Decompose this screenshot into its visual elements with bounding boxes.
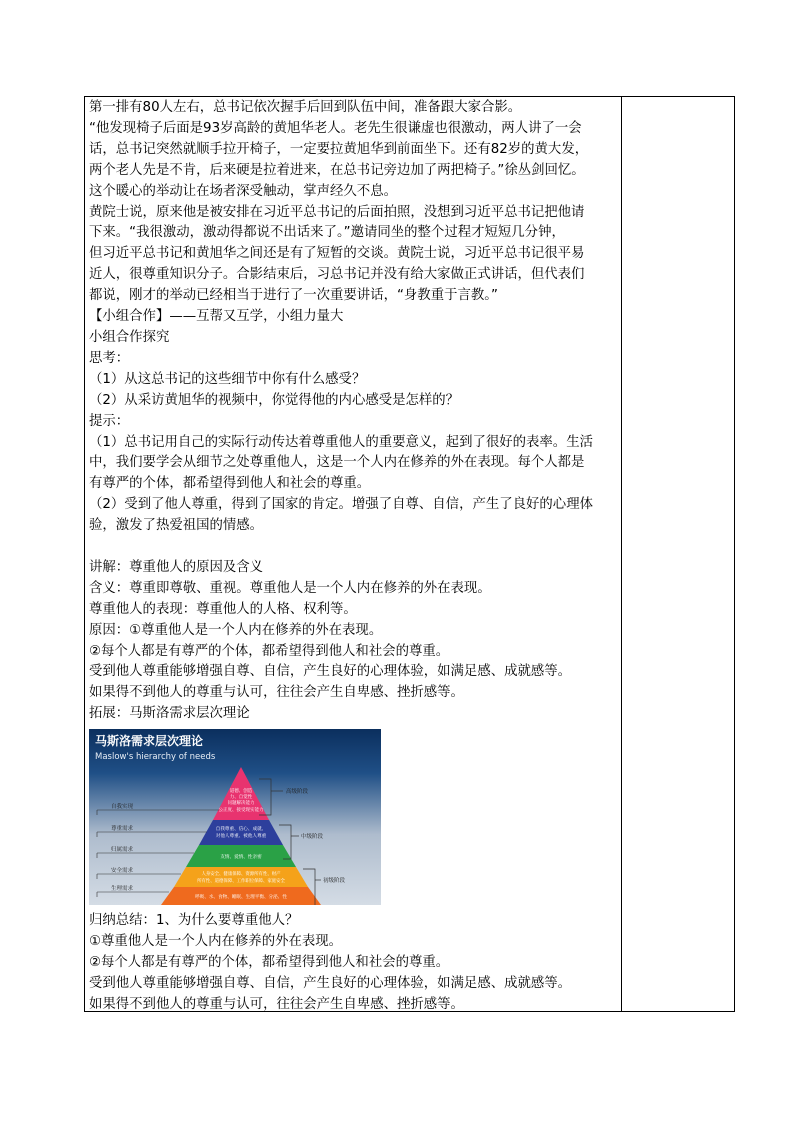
figure-subtitle: Maslow's hierarchy of needs bbox=[95, 752, 216, 763]
text-line: 提示： bbox=[89, 413, 130, 429]
text-line: 受到他人尊重能够增强自尊、自信，产生良好的心理体验，如满足感、成就感等。 bbox=[89, 664, 572, 680]
answer-line: 有尊严的个体，都希望得到他人和社会的尊重。 bbox=[89, 476, 371, 492]
text-line: 小组合作探究 bbox=[89, 329, 170, 345]
text-line: 思考： bbox=[89, 350, 130, 366]
answer-line: （2）受到了他人尊重，得到了国家的肯定。增强了自尊、自信，产生了良好的心理体 bbox=[89, 497, 593, 513]
level-label: 安全需求 bbox=[111, 868, 134, 875]
level-text: 问题解决能力 bbox=[227, 801, 255, 807]
blank-line bbox=[89, 537, 619, 558]
pyramid-level-safety bbox=[174, 867, 308, 887]
text-line: “他发现椅子后面是93岁高龄的黄旭华老人。老先生很谦虚也很激动，两人讲了一会 bbox=[89, 120, 582, 136]
stage-label-high: 高级阶段 bbox=[286, 789, 309, 796]
answer-line: 中，我们要学会从细节之处尊重他人，这是一个人内在修养的外在表现。每个人都是 bbox=[89, 455, 585, 471]
text-line: 如果得不到他人的尊重与认可，往往会产生自卑感、挫折感等。 bbox=[89, 996, 464, 1012]
text-line: 拓展：马斯洛需求层次理论 bbox=[89, 706, 250, 722]
text-line: 两个老人先是不肯，后来硬是拉着进来，在总书记旁边加了两把椅子。”徐丛剑回忆。 bbox=[89, 162, 585, 178]
text-line: ②每个人都是有尊严的个体，都希望得到他人和社会的尊重。 bbox=[89, 643, 450, 659]
stage-label-mid: 中级阶段 bbox=[301, 834, 324, 841]
answer-line: （1）总书记用自己的实际行动传达着尊重他人的重要意义，起到了很好的表率。生活 bbox=[89, 434, 593, 450]
text-line: 原因：①尊重他人是一个人内在修养的外在表现。 bbox=[89, 622, 383, 638]
text-line: 含义：尊重即尊敬、重视。尊重他人是一个人内在修养的外在表现。 bbox=[89, 580, 491, 596]
text-line: ①尊重他人是一个人内在修养的外在表现。 bbox=[89, 934, 343, 950]
pyramid-level-esteem bbox=[199, 820, 283, 845]
text-line: 受到他人尊重能够增强自尊、自信，产生良好的心理体验，如满足感、成就感等。 bbox=[89, 975, 572, 991]
level-label: 生理需求 bbox=[111, 886, 134, 893]
text-line: 黄院士说，原来他是被安排在习近平总书记的后面拍照，没想到习近平总书记把他请 bbox=[89, 204, 585, 220]
level-text: 所有性、道德保障、工作职位保障、家庭安全 bbox=[197, 879, 285, 885]
stage-label-low: 初级阶段 bbox=[323, 878, 346, 885]
level-text: 友情、爱情、性亲密 bbox=[220, 855, 262, 861]
text-line: ②每个人都是有尊严的个体，都希望得到他人和社会的尊重。 bbox=[89, 954, 450, 970]
text-line: 这个暖心的举动让在场者深受触动，掌声经久不息。 bbox=[89, 183, 397, 199]
table-column-divider bbox=[621, 96, 622, 1012]
answer-line: 验，激发了热爱祖国的情感。 bbox=[89, 518, 264, 534]
level-text: 对他人尊重、被他人尊重 bbox=[215, 834, 267, 840]
level-label: 自我实现 bbox=[111, 804, 134, 811]
level-text: 自我尊重、信心、成就、 bbox=[215, 827, 267, 833]
text-line: 尊重他人的表现：尊重他人的人格、权利等。 bbox=[89, 601, 357, 617]
level-text: 公正度、接受现实能力 bbox=[218, 808, 264, 814]
section-heading: 归纳总结：1、为什么要尊重他人？ bbox=[89, 913, 299, 929]
maslow-pyramid-figure bbox=[89, 729, 381, 905]
text-line: 但习近平总书记和黄旭华之间还是有了短暂的交谈。黄院士说，习近平总书记很平易 bbox=[89, 246, 585, 262]
level-label: 尊重需求 bbox=[111, 826, 134, 833]
section-heading: 【小组合作】——互帮又互学，小组力量大 bbox=[89, 309, 344, 325]
level-text: 力、自觉性 bbox=[229, 795, 253, 801]
text-line: 话，总书记突然就顺手拉开椅子，一定要拉黄旭华到前面坐下。还有82岁的黄大发， bbox=[89, 141, 589, 157]
text-line: 都说，刚才的举动已经相当于进行了一次重要讲话，“身教重于言教。” bbox=[89, 288, 498, 304]
text-line: 下来。“我很激动，激动得都说不出话来了。”邀请同坐的整个过程才短短几分钟， bbox=[89, 225, 565, 241]
question: （1）从这总书记的这些细节中你有什么感受？ bbox=[89, 371, 366, 387]
level-label: 归属需求 bbox=[111, 847, 134, 854]
question: （2）从采访黄旭华的视频中，你觉得他的内心感受是怎样的？ bbox=[89, 392, 460, 408]
figure-title: 马斯洛需求层次理论 bbox=[95, 734, 204, 749]
level-text: 呼吸、水、食物、睡眠、生理平衡、分泌、性 bbox=[195, 895, 287, 901]
text-line: 近人，很尊重知识分子。合影结束后，习总书记并没有给大家做正式讲话，但代表们 bbox=[89, 267, 585, 283]
text-line: 如果得不到他人的尊重与认可，往往会产生自卑感、挫折感等。 bbox=[89, 685, 464, 701]
level-text: 道德、创造 bbox=[229, 789, 253, 795]
level-text: 人身安全、健康保障、资源所有性、财产 bbox=[201, 872, 281, 878]
lesson-content bbox=[89, 98, 619, 1016]
text-line: 第一排有80人左右，总书记依次握手后回到队伍中间，准备跟大家合影。 bbox=[89, 100, 522, 115]
section-heading: 讲解：尊重他人的原因及含义 bbox=[89, 559, 264, 575]
